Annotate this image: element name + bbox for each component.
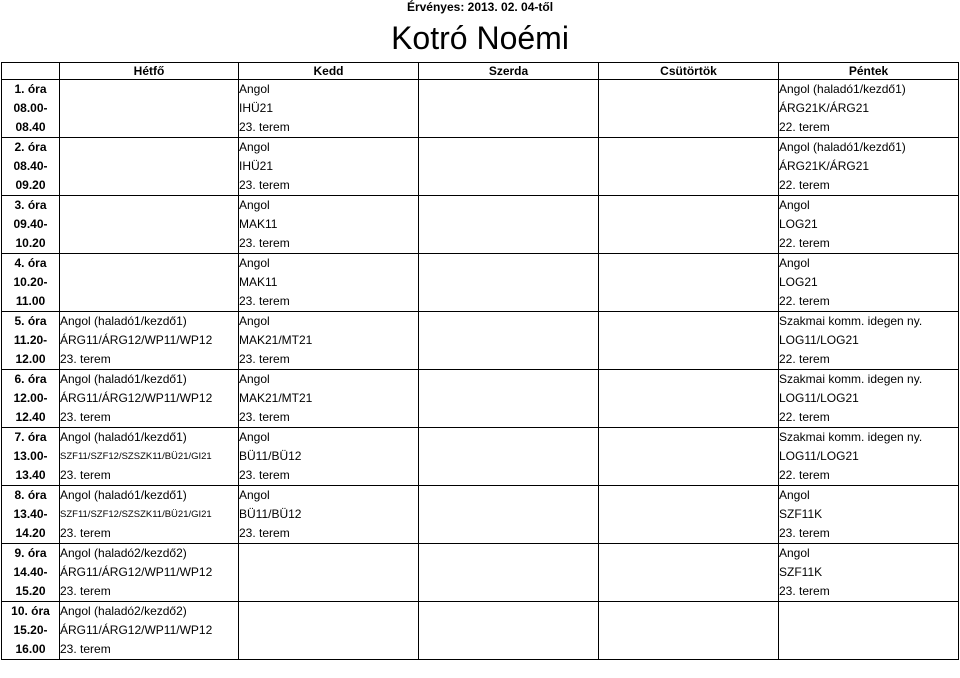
lesson-cell: [599, 428, 779, 486]
lesson-subject: Angol: [239, 140, 270, 154]
period-cell: [2, 544, 60, 602]
lesson-class: SZF11/SZF12/SZSZK11/BÜ21/GI21: [60, 451, 212, 462]
period-start: 13.40-: [13, 507, 48, 521]
lesson-room: 23. terem: [779, 584, 830, 598]
lesson-cell: [779, 544, 959, 602]
lesson-room: 22. terem: [779, 410, 830, 424]
lesson-subject: Angol: [239, 372, 270, 386]
lesson-subject: Angol (haladó1/kezdő1): [60, 314, 187, 328]
lesson-cell: [239, 602, 419, 660]
lesson-subject: Angol (haladó2/kezdő2): [60, 546, 187, 560]
teacher-name: Kotró Noémi: [391, 20, 569, 56]
period-end: 16.00: [15, 642, 46, 656]
period-label: 9. óra: [14, 546, 47, 560]
period-row: [2, 254, 959, 312]
period-start: 11.20-: [13, 333, 48, 347]
lesson-cell: [599, 254, 779, 312]
period-end: 12.00: [15, 352, 46, 366]
period-start: 13.00-: [13, 449, 48, 463]
day-header: Szerda: [419, 63, 599, 80]
timetable: [1, 62, 959, 660]
lesson-class: LOG11/LOG21: [779, 391, 859, 405]
lesson-class: LOG11/LOG21: [779, 333, 859, 347]
period-label: 5. óra: [14, 314, 47, 328]
lesson-room: 23. terem: [60, 410, 111, 424]
lesson-class: SZF11K: [779, 565, 823, 579]
lesson-subject: Angol: [779, 256, 810, 270]
lesson-room: 23. terem: [60, 584, 111, 598]
period-cell: [2, 196, 60, 254]
lesson-cell: [419, 312, 599, 370]
lesson-cell: [599, 486, 779, 544]
period-end: 12.40: [15, 410, 46, 424]
lesson-room: 22. terem: [779, 178, 830, 192]
validity-date: Érvényes: 2013. 02. 04-től: [406, 0, 554, 14]
lesson-cell: [239, 80, 419, 138]
lesson-cell: [419, 80, 599, 138]
lesson-room: 22. terem: [779, 236, 830, 250]
lesson-cell: [419, 138, 599, 196]
lesson-cell: [239, 370, 419, 428]
lesson-cell: [779, 486, 959, 544]
lesson-cell: [239, 486, 419, 544]
lesson-room: 22. terem: [779, 352, 830, 366]
lesson-subject: Szakmai komm. idegen ny.: [779, 372, 923, 386]
period-row: [2, 486, 959, 544]
lesson-class: ÁRG11/ÁRG12/WP11/WP12: [60, 623, 213, 637]
lesson-cell: [239, 254, 419, 312]
lesson-room: 23. terem: [60, 468, 111, 482]
period-row: [2, 428, 959, 486]
lesson-subject: Angol: [239, 256, 270, 270]
period-cell: [2, 602, 60, 660]
lesson-cell: [60, 602, 239, 660]
lesson-cell: [60, 138, 239, 196]
lesson-subject: Szakmai komm. idegen ny.: [779, 430, 923, 444]
lesson-cell: [419, 486, 599, 544]
lesson-subject: Angol (haladó1/kezdő1): [60, 372, 187, 386]
day-header: Kedd: [239, 63, 419, 80]
lesson-room: 23. terem: [239, 120, 290, 134]
lesson-cell: [599, 544, 779, 602]
lesson-class: MAK21/MT21: [239, 333, 313, 347]
lesson-class: BÜ11/BÜ12: [239, 449, 302, 463]
period-label: 3. óra: [14, 198, 47, 212]
period-end: 10.20: [15, 236, 46, 250]
lesson-class: SZF11K: [779, 507, 823, 521]
period-cell: [2, 428, 60, 486]
period-end: 15.20: [15, 584, 46, 598]
lesson-cell: [239, 544, 419, 602]
period-label: 1. óra: [14, 82, 47, 96]
lesson-room: 23. terem: [239, 178, 290, 192]
lesson-subject: Angol (haladó1/kezdő1): [60, 488, 187, 502]
lesson-subject: Angol: [239, 314, 270, 328]
lesson-class: ÁRG21K/ÁRG21: [779, 159, 870, 173]
period-start: 08.00-: [13, 101, 48, 115]
lesson-subject: Angol (haladó1/kezdő1): [779, 82, 906, 96]
lesson-class: ÁRG11/ÁRG12/WP11/WP12: [60, 565, 213, 579]
lesson-cell: [60, 254, 239, 312]
lesson-cell: [779, 80, 959, 138]
lesson-cell: [60, 544, 239, 602]
lesson-class: ÁRG11/ÁRG12/WP11/WP12: [60, 333, 213, 347]
lesson-room: 22. terem: [779, 468, 830, 482]
period-row: [2, 196, 959, 254]
period-row: [2, 602, 959, 660]
lesson-cell: [239, 138, 419, 196]
day-header: Péntek: [779, 63, 959, 80]
lesson-cell: [60, 428, 239, 486]
lesson-subject: Angol: [239, 430, 270, 444]
lesson-cell: [60, 80, 239, 138]
lesson-room: 23. terem: [239, 236, 290, 250]
lesson-class: BÜ11/BÜ12: [239, 507, 302, 521]
lesson-subject: Angol (haladó1/kezdő1): [60, 430, 187, 444]
lesson-cell: [239, 428, 419, 486]
lesson-cell: [779, 370, 959, 428]
period-cell: [2, 80, 60, 138]
period-cell: [2, 312, 60, 370]
day-header: Hétfő: [60, 63, 239, 80]
lesson-class: ÁRG21K/ÁRG21: [779, 101, 870, 115]
lesson-cell: [779, 254, 959, 312]
lesson-room: 23. terem: [60, 642, 111, 656]
period-label: 10. óra: [11, 604, 50, 618]
period-label: 4. óra: [14, 256, 47, 270]
lesson-class: SZF11/SZF12/SZSZK11/BÜ21/GI21: [60, 509, 212, 520]
lesson-cell: [779, 196, 959, 254]
lesson-cell: [599, 312, 779, 370]
lesson-room: 23. terem: [60, 526, 111, 540]
lesson-subject: Angol: [779, 488, 810, 502]
lesson-cell: [599, 602, 779, 660]
lesson-subject: Angol (haladó1/kezdő1): [779, 140, 906, 154]
lesson-class: LOG11/LOG21: [779, 449, 859, 463]
lesson-room: 23. terem: [239, 526, 290, 540]
lesson-cell: [419, 428, 599, 486]
period-row: [2, 544, 959, 602]
period-cell: [2, 138, 60, 196]
day-header-row: [2, 63, 959, 80]
lesson-cell: [60, 370, 239, 428]
lesson-cell: [60, 312, 239, 370]
period-end: 11.00: [15, 294, 46, 308]
period-start: 10.20-: [13, 275, 48, 289]
period-label: 7. óra: [14, 430, 47, 444]
lesson-room: 22. terem: [779, 294, 830, 308]
corner-cell: [2, 63, 60, 80]
period-end: 08.40: [15, 120, 46, 134]
period-row: [2, 312, 959, 370]
lesson-room: 23. terem: [239, 410, 290, 424]
lesson-room: 23. terem: [779, 526, 830, 540]
lesson-cell: [419, 602, 599, 660]
lesson-cell: [239, 312, 419, 370]
lesson-subject: Angol (haladó2/kezdő2): [60, 604, 187, 618]
lesson-class: LOG21: [779, 217, 818, 231]
day-header: Csütörtök: [599, 63, 779, 80]
lesson-cell: [60, 486, 239, 544]
lesson-cell: [419, 196, 599, 254]
period-start: 12.00-: [13, 391, 48, 405]
lesson-class: IHÜ21: [239, 101, 274, 115]
period-row: [2, 80, 959, 138]
period-cell: [2, 254, 60, 312]
period-cell: [2, 370, 60, 428]
lesson-subject: Angol: [239, 488, 270, 502]
lesson-class: ÁRG11/ÁRG12/WP11/WP12: [60, 391, 213, 405]
lesson-cell: [779, 428, 959, 486]
lesson-room: 23. terem: [239, 352, 290, 366]
lesson-subject: Szakmai komm. idegen ny.: [779, 314, 923, 328]
period-start: 15.20-: [13, 623, 48, 637]
period-label: 2. óra: [14, 140, 47, 154]
period-start: 14.40-: [13, 565, 48, 579]
lesson-class: LOG21: [779, 275, 818, 289]
period-cell: [2, 486, 60, 544]
period-label: 8. óra: [14, 488, 47, 502]
period-row: [2, 138, 959, 196]
lesson-cell: [599, 80, 779, 138]
lesson-cell: [779, 312, 959, 370]
lesson-cell: [419, 544, 599, 602]
period-row: [2, 370, 959, 428]
lesson-room: 23. terem: [239, 294, 290, 308]
lesson-cell: [419, 254, 599, 312]
lesson-class: MAK11: [239, 275, 278, 289]
period-end: 14.20: [15, 526, 46, 540]
period-label: 6. óra: [14, 372, 47, 386]
lesson-class: MAK11: [239, 217, 278, 231]
lesson-cell: [599, 370, 779, 428]
lesson-cell: [599, 138, 779, 196]
lesson-subject: Angol: [239, 198, 270, 212]
lesson-class: MAK21/MT21: [239, 391, 313, 405]
lesson-cell: [779, 602, 959, 660]
lesson-class: IHÜ21: [239, 159, 274, 173]
period-end: 13.40: [15, 468, 46, 482]
period-start: 08.40-: [13, 159, 48, 173]
lesson-subject: Angol: [239, 82, 270, 96]
period-start: 09.40-: [13, 217, 48, 231]
lesson-room: 22. terem: [779, 120, 830, 134]
lesson-cell: [599, 196, 779, 254]
lesson-cell: [60, 196, 239, 254]
lesson-cell: [419, 370, 599, 428]
lesson-subject: Angol: [779, 546, 810, 560]
lesson-cell: [239, 196, 419, 254]
lesson-subject: Angol: [779, 198, 810, 212]
lesson-room: 23. terem: [60, 352, 111, 366]
period-end: 09.20: [15, 178, 46, 192]
lesson-cell: [779, 138, 959, 196]
lesson-room: 23. terem: [239, 468, 290, 482]
